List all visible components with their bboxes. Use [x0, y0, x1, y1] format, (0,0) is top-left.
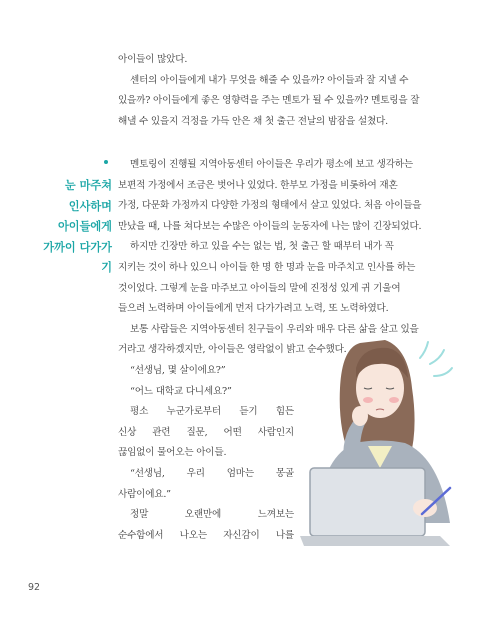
dialogue-paragraphs [118, 361, 294, 546]
text-line: 신상 관련 질문, 어떤 사람인지 [118, 426, 294, 438]
text-line: 해낼 수 있을지 걱정을 가득 안은 채 첫 출근 전날의 밤잠을 설쳤다. [118, 115, 388, 127]
text-line: “어느 대학교 다니세요?” [130, 385, 232, 397]
text-line: 순수함에서 나오는 자신감이 나를 [118, 529, 294, 541]
text-line: 정말 오랜만에 느껴보는 [130, 509, 294, 521]
text-line: 평소 누군가로부터 듣기 힘든 [130, 406, 294, 418]
text-line: 보통 사람들은 지역아동센터 친구들이 우리와 매우 다른 삶을 살고 있을 [130, 323, 419, 335]
text-line: 거라고 생각하겠지만, 아이들은 영락없이 밝고 순수했다. [118, 344, 347, 356]
sidebar-line: 아이들에게 [57, 220, 112, 234]
text-line: “선생님, 우리 엄마는 몽골 [130, 467, 294, 479]
text-line: 들으려 노력하며 아이들에게 먼저 다가가려고 노력, 또 노력하였다. [118, 303, 389, 315]
sidebar-line: 눈 마주쳐 [64, 179, 112, 192]
sidebar-heading [40, 176, 112, 279]
section-marker-dot [104, 160, 108, 164]
sidebar-line: 가까이 다가가기 [43, 240, 112, 275]
intro-paragraphs [118, 50, 454, 132]
sidebar-line: 인사하며 [68, 199, 112, 213]
text-line: 하지만 긴장만 하고 있을 수는 없는 법, 첫 출근 할 때부터 내가 꼭 [130, 241, 394, 253]
text-line: 센터의 아이들에게 내가 무엇을 해줄 수 있을까? 아이들과 잘 지낼 수 [130, 74, 409, 86]
text-line: 보편적 가정에서 조금은 벗어나 있었다. 한부모 가정을 비롯하여 재혼 [118, 179, 398, 191]
text-line: 사람이에요.” [118, 488, 171, 500]
text-line: “선생님, 몇 살이에요?” [130, 365, 226, 376]
woman-at-laptop-illustration [300, 318, 470, 553]
text-line: 아이들이 많았다. [118, 54, 188, 65]
text-line: 만났을 때, 나를 쳐다보는 수많은 아이들의 눈동자에 나는 많이 긴장되었다. [118, 220, 422, 232]
text-line: 멘토링이 진행될 지역아동센터 아이들은 우리가 평소에 보고 생각하는 [130, 159, 413, 170]
text-line: 끊임없이 물어오는 아이들. [118, 447, 227, 459]
text-line: 지키는 것이 하나 있으니 아이들 한 명 한 명과 눈을 마주치고 인사를 하는 [118, 261, 416, 273]
text-line: 것이었다. 그렇게 눈을 마주보고 아이들의 말에 진정성 있게 귀 기울여 [118, 282, 401, 294]
text-line: 있을까? 아이들에게 좋은 영향력을 주는 멘토가 될 수 있을까? 멘토링을 잘 [118, 95, 420, 107]
page-number: 92 [28, 582, 41, 593]
text-line: 가정, 다문화 가정까지 다양한 가정의 형태에서 살고 있었다. 처음 아이들을 [118, 200, 422, 212]
